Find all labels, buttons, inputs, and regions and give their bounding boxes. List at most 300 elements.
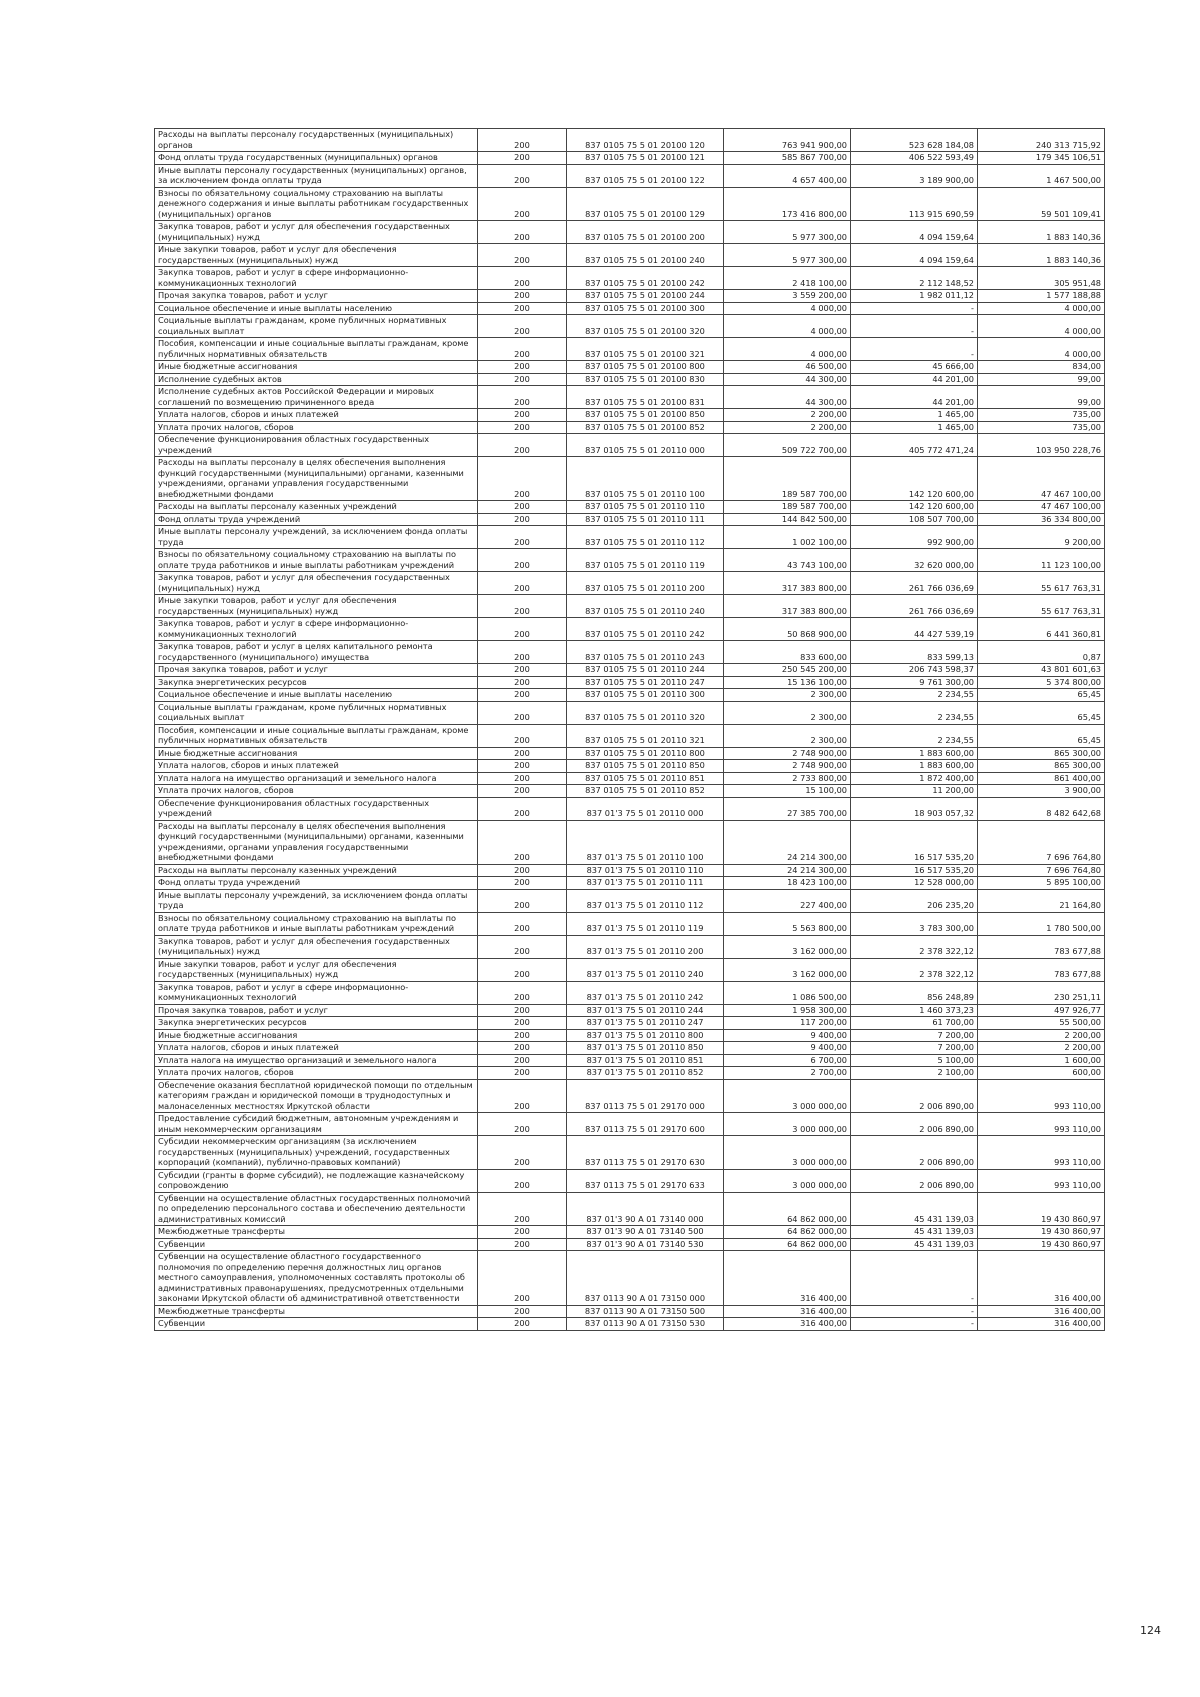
row-code: 200 [478,689,567,702]
row-kbk: 837 01'3 75 5 01 20110 800 [567,1029,724,1042]
row-executed-amount: 7 200,00 [851,1029,978,1042]
row-plan-amount: 2 700,00 [724,1067,851,1080]
row-name: Субвенции [155,1238,478,1251]
row-unexecuted-amount: 1 883 140,36 [978,221,1105,244]
row-code: 200 [478,386,567,409]
row-kbk: 837 01'3 75 5 01 20110 244 [567,1004,724,1017]
table-row [155,1226,1105,1239]
row-executed-amount: 1 883 600,00 [851,747,978,760]
row-executed-amount: 992 900,00 [851,526,978,549]
row-name: Прочая закупка товаров, работ и услуг [155,664,478,677]
row-name: Взносы по обязательному социальному страхованию на выплаты по оплате труда работников и иные выплаты работникам учреждений [155,912,478,935]
row-executed-amount: 2 100,00 [851,1067,978,1080]
row-code: 200 [478,912,567,935]
row-code: 200 [478,1305,567,1318]
row-executed-amount: 206 235,20 [851,889,978,912]
row-name: Иные бюджетные ассигнования [155,361,478,374]
row-kbk: 837 01'3 75 5 01 20110 247 [567,1017,724,1030]
table-row [155,864,1105,877]
row-name: Закупка товаров, работ и услуг для обеспечения государственных (муниципальных) нужд [155,221,478,244]
row-code: 200 [478,1017,567,1030]
row-kbk: 837 0105 75 5 01 20110 110 [567,501,724,514]
row-kbk: 837 0113 75 5 01 29170 000 [567,1079,724,1113]
row-code: 200 [478,1192,567,1226]
row-name: Обеспечение функционирования областных государственных учреждений [155,797,478,820]
row-plan-amount: 173 416 800,00 [724,187,851,221]
row-kbk: 837 0105 75 5 01 20100 120 [567,129,724,152]
row-plan-amount: 3 000 000,00 [724,1169,851,1192]
table-row [155,187,1105,221]
row-plan-amount: 833 600,00 [724,641,851,664]
row-unexecuted-amount: 240 313 715,92 [978,129,1105,152]
table-row [155,1017,1105,1030]
row-plan-amount: 189 587 700,00 [724,457,851,501]
row-executed-amount: 2 234,55 [851,689,978,702]
row-unexecuted-amount: 179 345 106,51 [978,152,1105,165]
row-kbk: 837 0113 75 5 01 29170 633 [567,1169,724,1192]
table-row [155,526,1105,549]
table-row [155,1004,1105,1017]
row-plan-amount: 3 000 000,00 [724,1113,851,1136]
row-code: 200 [478,864,567,877]
row-name: Расходы на выплаты персоналу казенных учреждений [155,501,478,514]
row-executed-amount: 32 620 000,00 [851,549,978,572]
row-kbk: 837 01'3 75 5 01 20110 110 [567,864,724,877]
row-executed-amount: 2 006 890,00 [851,1136,978,1170]
row-unexecuted-amount: 3 900,00 [978,785,1105,798]
row-name: Закупка товаров, работ и услуг в сфере информационно-коммуникационных технологий [155,981,478,1004]
row-unexecuted-amount: 43 801 601,63 [978,664,1105,677]
row-plan-amount: 5 977 300,00 [724,221,851,244]
row-executed-amount: 2 112 148,52 [851,267,978,290]
row-executed-amount: 11 200,00 [851,785,978,798]
table-row [155,1113,1105,1136]
row-code: 200 [478,187,567,221]
table-row [155,641,1105,664]
table-body [155,129,1105,1331]
row-kbk: 837 0105 75 5 01 20110 243 [567,641,724,664]
row-code: 200 [478,129,567,152]
row-executed-amount: - [851,1251,978,1306]
row-plan-amount: 144 842 500,00 [724,513,851,526]
row-kbk: 837 0105 75 5 01 20110 851 [567,772,724,785]
table-row [155,315,1105,338]
table-row [155,785,1105,798]
row-code: 200 [478,935,567,958]
row-code: 200 [478,267,567,290]
table-row [155,549,1105,572]
row-plan-amount: 2 300,00 [724,701,851,724]
row-unexecuted-amount: 993 110,00 [978,1136,1105,1170]
row-name: Обеспечение оказания бесплатной юридической помощи по отдельным категориям граждан и юридической помощи в труднодоступных и малонаселенных местностях Иркутской области [155,1079,478,1113]
row-plan-amount: 1 086 500,00 [724,981,851,1004]
row-name: Социальное обеспечение и иные выплаты населению [155,302,478,315]
table-row [155,244,1105,267]
table-row [155,302,1105,315]
row-kbk: 837 01'3 75 5 01 20110 000 [567,797,724,820]
row-plan-amount: 3 559 200,00 [724,290,851,303]
row-executed-amount: 44 201,00 [851,386,978,409]
row-executed-amount: 18 903 057,32 [851,797,978,820]
row-plan-amount: 64 862 000,00 [724,1192,851,1226]
row-executed-amount: 1 460 373,23 [851,1004,978,1017]
row-unexecuted-amount: 99,00 [978,386,1105,409]
row-name: Иные бюджетные ассигнования [155,747,478,760]
budget-execution-table [154,128,1105,1331]
table-row [155,724,1105,747]
row-name: Исполнение судебных актов [155,373,478,386]
row-code: 200 [478,244,567,267]
row-executed-amount: 406 522 593,49 [851,152,978,165]
table-row [155,747,1105,760]
table-row [155,1169,1105,1192]
row-name: Социальные выплаты гражданам, кроме публичных нормативных социальных выплат [155,701,478,724]
row-code: 200 [478,501,567,514]
row-code: 200 [478,164,567,187]
row-unexecuted-amount: 5 895 100,00 [978,877,1105,890]
row-unexecuted-amount: 1 577 188,88 [978,290,1105,303]
row-kbk: 837 0105 75 5 01 20100 242 [567,267,724,290]
row-name: Предоставление субсидий бюджетным, автономным учреждениям и иным некоммерческим организациям [155,1113,478,1136]
row-plan-amount: 2 748 900,00 [724,760,851,773]
row-executed-amount: 16 517 535,20 [851,864,978,877]
row-code: 200 [478,747,567,760]
row-code: 200 [478,1113,567,1136]
row-kbk: 837 0105 75 5 01 20110 850 [567,760,724,773]
row-plan-amount: 4 000,00 [724,302,851,315]
row-name: Исполнение судебных актов Российской Федерации и мировых соглашений по возмещению причиненного вреда [155,386,478,409]
row-kbk: 837 0105 75 5 01 20110 200 [567,572,724,595]
table-row [155,1238,1105,1251]
row-name: Субвенции на осуществление областного государственного полномочия по определению перечня должностных лиц органов местного самоуправления, уполномоченных составлять протоколы об административных правонарушениях, предусмотренных отдельными законами Иркутской области об административной ответственности [155,1251,478,1306]
row-name: Закупка энергетических ресурсов [155,676,478,689]
row-unexecuted-amount: 65,45 [978,689,1105,702]
row-plan-amount: 24 214 300,00 [724,820,851,864]
row-plan-amount: 18 423 100,00 [724,877,851,890]
row-code: 200 [478,797,567,820]
row-plan-amount: 317 383 800,00 [724,572,851,595]
row-kbk: 837 0105 75 5 01 20100 244 [567,290,724,303]
row-kbk: 837 0105 75 5 01 20100 122 [567,164,724,187]
row-name: Взносы по обязательному социальному страхованию на выплаты денежного содержания и иные выплаты работникам государственных (муниципальных) органов [155,187,478,221]
row-name: Субсидии некоммерческим организациям (за исключением государственных (муниципальных) учреждений, государственных корпораций (компаний), публично-правовых компаний) [155,1136,478,1170]
row-name: Фонд оплаты труда учреждений [155,513,478,526]
row-unexecuted-amount: 316 400,00 [978,1251,1105,1306]
table-row [155,935,1105,958]
row-code: 200 [478,701,567,724]
row-code: 200 [478,958,567,981]
row-plan-amount: 2 300,00 [724,689,851,702]
row-name: Уплата прочих налогов, сборов [155,785,478,798]
table-row [155,513,1105,526]
row-name: Уплата налога на имущество организаций и земельного налога [155,772,478,785]
row-plan-amount: 2 200,00 [724,421,851,434]
row-kbk: 837 0105 75 5 01 20110 119 [567,549,724,572]
row-kbk: 837 0113 75 5 01 29170 630 [567,1136,724,1170]
row-plan-amount: 2 200,00 [724,409,851,422]
table-row [155,877,1105,890]
row-executed-amount: 3 189 900,00 [851,164,978,187]
table-row [155,338,1105,361]
table-row [155,457,1105,501]
row-unexecuted-amount: 861 400,00 [978,772,1105,785]
table-row [155,676,1105,689]
row-code: 200 [478,1067,567,1080]
table-row [155,889,1105,912]
row-code: 200 [478,1029,567,1042]
row-plan-amount: 227 400,00 [724,889,851,912]
row-unexecuted-amount: 316 400,00 [978,1305,1105,1318]
row-plan-amount: 585 867 700,00 [724,152,851,165]
row-plan-amount: 316 400,00 [724,1318,851,1331]
row-plan-amount: 44 300,00 [724,386,851,409]
row-code: 200 [478,152,567,165]
row-executed-amount: - [851,315,978,338]
row-unexecuted-amount: 47 467 100,00 [978,501,1105,514]
row-name: Иные бюджетные ассигнования [155,1029,478,1042]
row-kbk: 837 0105 75 5 01 20110 321 [567,724,724,747]
row-kbk: 837 0105 75 5 01 20110 240 [567,595,724,618]
row-code: 200 [478,724,567,747]
row-executed-amount: 1 465,00 [851,409,978,422]
row-plan-amount: 46 500,00 [724,361,851,374]
row-unexecuted-amount: 99,00 [978,373,1105,386]
row-executed-amount: 5 100,00 [851,1054,978,1067]
table-row [155,981,1105,1004]
row-unexecuted-amount: 834,00 [978,361,1105,374]
row-kbk: 837 0105 75 5 01 20100 300 [567,302,724,315]
row-executed-amount: 2 006 890,00 [851,1113,978,1136]
row-unexecuted-amount: 1 780 500,00 [978,912,1105,935]
table-row [155,290,1105,303]
row-kbk: 837 0113 90 A 01 73150 500 [567,1305,724,1318]
row-name: Социальное обеспечение и иные выплаты населению [155,689,478,702]
row-executed-amount: 2 006 890,00 [851,1079,978,1113]
row-unexecuted-amount: 4 000,00 [978,338,1105,361]
row-executed-amount: 61 700,00 [851,1017,978,1030]
row-unexecuted-amount: 36 334 800,00 [978,513,1105,526]
table-row [155,797,1105,820]
row-plan-amount: 15 100,00 [724,785,851,798]
row-executed-amount: 3 783 300,00 [851,912,978,935]
row-code: 200 [478,820,567,864]
table-row [155,1192,1105,1226]
table-row [155,595,1105,618]
row-kbk: 837 01'3 75 5 01 20110 200 [567,935,724,958]
row-executed-amount: 856 248,89 [851,981,978,1004]
row-kbk: 837 0105 75 5 01 20110 242 [567,618,724,641]
row-code: 200 [478,676,567,689]
row-name: Закупка энергетических ресурсов [155,1017,478,1030]
row-kbk: 837 01'3 75 5 01 20110 240 [567,958,724,981]
row-executed-amount: 261 766 036,69 [851,572,978,595]
row-kbk: 837 0105 75 5 01 20110 300 [567,689,724,702]
table-row [155,772,1105,785]
row-kbk: 837 01'3 75 5 01 20110 851 [567,1054,724,1067]
row-kbk: 837 01'3 75 5 01 20110 852 [567,1067,724,1080]
row-name: Иные выплаты персоналу учреждений, за исключением фонда оплаты труда [155,526,478,549]
row-unexecuted-amount: 4 000,00 [978,315,1105,338]
row-kbk: 837 01'3 75 5 01 20110 100 [567,820,724,864]
row-unexecuted-amount: 55 500,00 [978,1017,1105,1030]
row-plan-amount: 24 214 300,00 [724,864,851,877]
row-plan-amount: 64 862 000,00 [724,1238,851,1251]
row-code: 200 [478,526,567,549]
row-plan-amount: 2 300,00 [724,724,851,747]
table-row [155,409,1105,422]
row-name: Пособия, компенсации и иные социальные выплаты гражданам, кроме публичных нормативных обязательств [155,338,478,361]
row-executed-amount: 44 427 539,19 [851,618,978,641]
row-executed-amount: 108 507 700,00 [851,513,978,526]
row-unexecuted-amount: 497 926,77 [978,1004,1105,1017]
row-code: 200 [478,981,567,1004]
table-row [155,164,1105,187]
table-row [155,267,1105,290]
table-row [155,221,1105,244]
table-row [155,361,1105,374]
row-kbk: 837 0105 75 5 01 20110 247 [567,676,724,689]
row-unexecuted-amount: 1 883 140,36 [978,244,1105,267]
row-unexecuted-amount: 735,00 [978,421,1105,434]
row-code: 200 [478,664,567,677]
row-name: Уплата налогов, сборов и иных платежей [155,1042,478,1055]
row-executed-amount: 12 528 000,00 [851,877,978,890]
row-executed-amount: - [851,1318,978,1331]
page-number: 124 [1140,1624,1161,1637]
row-code: 200 [478,785,567,798]
row-executed-amount: 9 761 300,00 [851,676,978,689]
row-unexecuted-amount: 7 696 764,80 [978,820,1105,864]
row-plan-amount: 4 657 400,00 [724,164,851,187]
row-plan-amount: 50 868 900,00 [724,618,851,641]
table-row [155,1042,1105,1055]
row-plan-amount: 6 700,00 [724,1054,851,1067]
row-kbk: 837 01'3 90 A 01 73140 500 [567,1226,724,1239]
row-plan-amount: 3 162 000,00 [724,958,851,981]
row-name: Межбюджетные трансферты [155,1226,478,1239]
row-kbk: 837 0105 75 5 01 20110 111 [567,513,724,526]
row-code: 200 [478,1251,567,1306]
row-code: 200 [478,361,567,374]
row-kbk: 837 0105 75 5 01 20110 244 [567,664,724,677]
row-unexecuted-amount: 1 600,00 [978,1054,1105,1067]
row-unexecuted-amount: 305 951,48 [978,267,1105,290]
row-unexecuted-amount: 11 123 100,00 [978,549,1105,572]
row-plan-amount: 316 400,00 [724,1251,851,1306]
row-unexecuted-amount: 783 677,88 [978,958,1105,981]
row-plan-amount: 317 383 800,00 [724,595,851,618]
row-code: 200 [478,409,567,422]
row-name: Пособия, компенсации и иные социальные выплаты гражданам, кроме публичных нормативных обязательств [155,724,478,747]
row-kbk: 837 0113 90 A 01 73150 530 [567,1318,724,1331]
row-executed-amount: 45 431 139,03 [851,1226,978,1239]
row-code: 200 [478,1136,567,1170]
row-kbk: 837 0113 75 5 01 29170 600 [567,1113,724,1136]
table-row [155,421,1105,434]
row-unexecuted-amount: 59 501 109,41 [978,187,1105,221]
row-executed-amount: 2 378 322,12 [851,958,978,981]
row-unexecuted-amount: 230 251,11 [978,981,1105,1004]
row-name: Иные закупки товаров, работ и услуг для обеспечения государственных (муниципальных) нужд [155,958,478,981]
row-code: 200 [478,1042,567,1055]
table-row [155,958,1105,981]
row-unexecuted-amount: 19 430 860,97 [978,1238,1105,1251]
row-unexecuted-amount: 2 200,00 [978,1042,1105,1055]
table-row [155,820,1105,864]
row-executed-amount: 2 006 890,00 [851,1169,978,1192]
row-plan-amount: 1 958 300,00 [724,1004,851,1017]
row-unexecuted-amount: 993 110,00 [978,1113,1105,1136]
table-row [155,760,1105,773]
row-kbk: 837 01'3 75 5 01 20110 850 [567,1042,724,1055]
row-unexecuted-amount: 865 300,00 [978,747,1105,760]
row-name: Закупка товаров, работ и услуг для обеспечения государственных (муниципальных) нужд [155,935,478,958]
row-unexecuted-amount: 783 677,88 [978,935,1105,958]
row-code: 200 [478,221,567,244]
row-executed-amount: 2 234,55 [851,701,978,724]
row-code: 200 [478,549,567,572]
row-name: Иные выплаты персоналу учреждений, за исключением фонда оплаты труда [155,889,478,912]
row-name: Прочая закупка товаров, работ и услуг [155,290,478,303]
row-unexecuted-amount: 4 000,00 [978,302,1105,315]
row-plan-amount: 5 563 800,00 [724,912,851,935]
row-executed-amount: - [851,1305,978,1318]
row-plan-amount: 43 743 100,00 [724,549,851,572]
row-code: 200 [478,1238,567,1251]
row-code: 200 [478,595,567,618]
row-plan-amount: 2 748 900,00 [724,747,851,760]
row-unexecuted-amount: 5 374 800,00 [978,676,1105,689]
row-plan-amount: 117 200,00 [724,1017,851,1030]
row-executed-amount: 4 094 159,64 [851,244,978,267]
row-plan-amount: 250 545 200,00 [724,664,851,677]
row-code: 200 [478,290,567,303]
row-code: 200 [478,572,567,595]
row-executed-amount: 523 628 184,08 [851,129,978,152]
row-code: 200 [478,889,567,912]
row-unexecuted-amount: 8 482 642,68 [978,797,1105,820]
row-kbk: 837 0105 75 5 01 20100 321 [567,338,724,361]
row-plan-amount: 316 400,00 [724,1305,851,1318]
row-name: Расходы на выплаты персоналу в целях обеспечения выполнения функций государственными (муниципальными) органами, казенными учреждениями, органами управления государственными внебюджетными фондами [155,457,478,501]
table-row [155,689,1105,702]
row-executed-amount: 142 120 600,00 [851,457,978,501]
row-executed-amount: 7 200,00 [851,1042,978,1055]
row-kbk: 837 0105 75 5 01 20100 121 [567,152,724,165]
row-kbk: 837 01'3 90 A 01 73140 000 [567,1192,724,1226]
row-name: Расходы на выплаты персоналу казенных учреждений [155,864,478,877]
row-plan-amount: 15 136 100,00 [724,676,851,689]
row-code: 200 [478,760,567,773]
row-plan-amount: 509 722 700,00 [724,434,851,457]
row-name: Закупка товаров, работ и услуг для обеспечения государственных (муниципальных) нужд [155,572,478,595]
row-executed-amount: 45 431 139,03 [851,1192,978,1226]
row-plan-amount: 3 162 000,00 [724,935,851,958]
table-row [155,386,1105,409]
table-row [155,1079,1105,1113]
row-name: Уплата налогов, сборов и иных платежей [155,760,478,773]
row-unexecuted-amount: 19 430 860,97 [978,1192,1105,1226]
table-row [155,129,1105,152]
table-row [155,572,1105,595]
row-kbk: 837 0105 75 5 01 20110 852 [567,785,724,798]
row-kbk: 837 0105 75 5 01 20100 850 [567,409,724,422]
row-unexecuted-amount: 9 200,00 [978,526,1105,549]
row-code: 200 [478,877,567,890]
row-plan-amount: 3 000 000,00 [724,1136,851,1170]
row-kbk: 837 0105 75 5 01 20100 129 [567,187,724,221]
row-code: 200 [478,434,567,457]
